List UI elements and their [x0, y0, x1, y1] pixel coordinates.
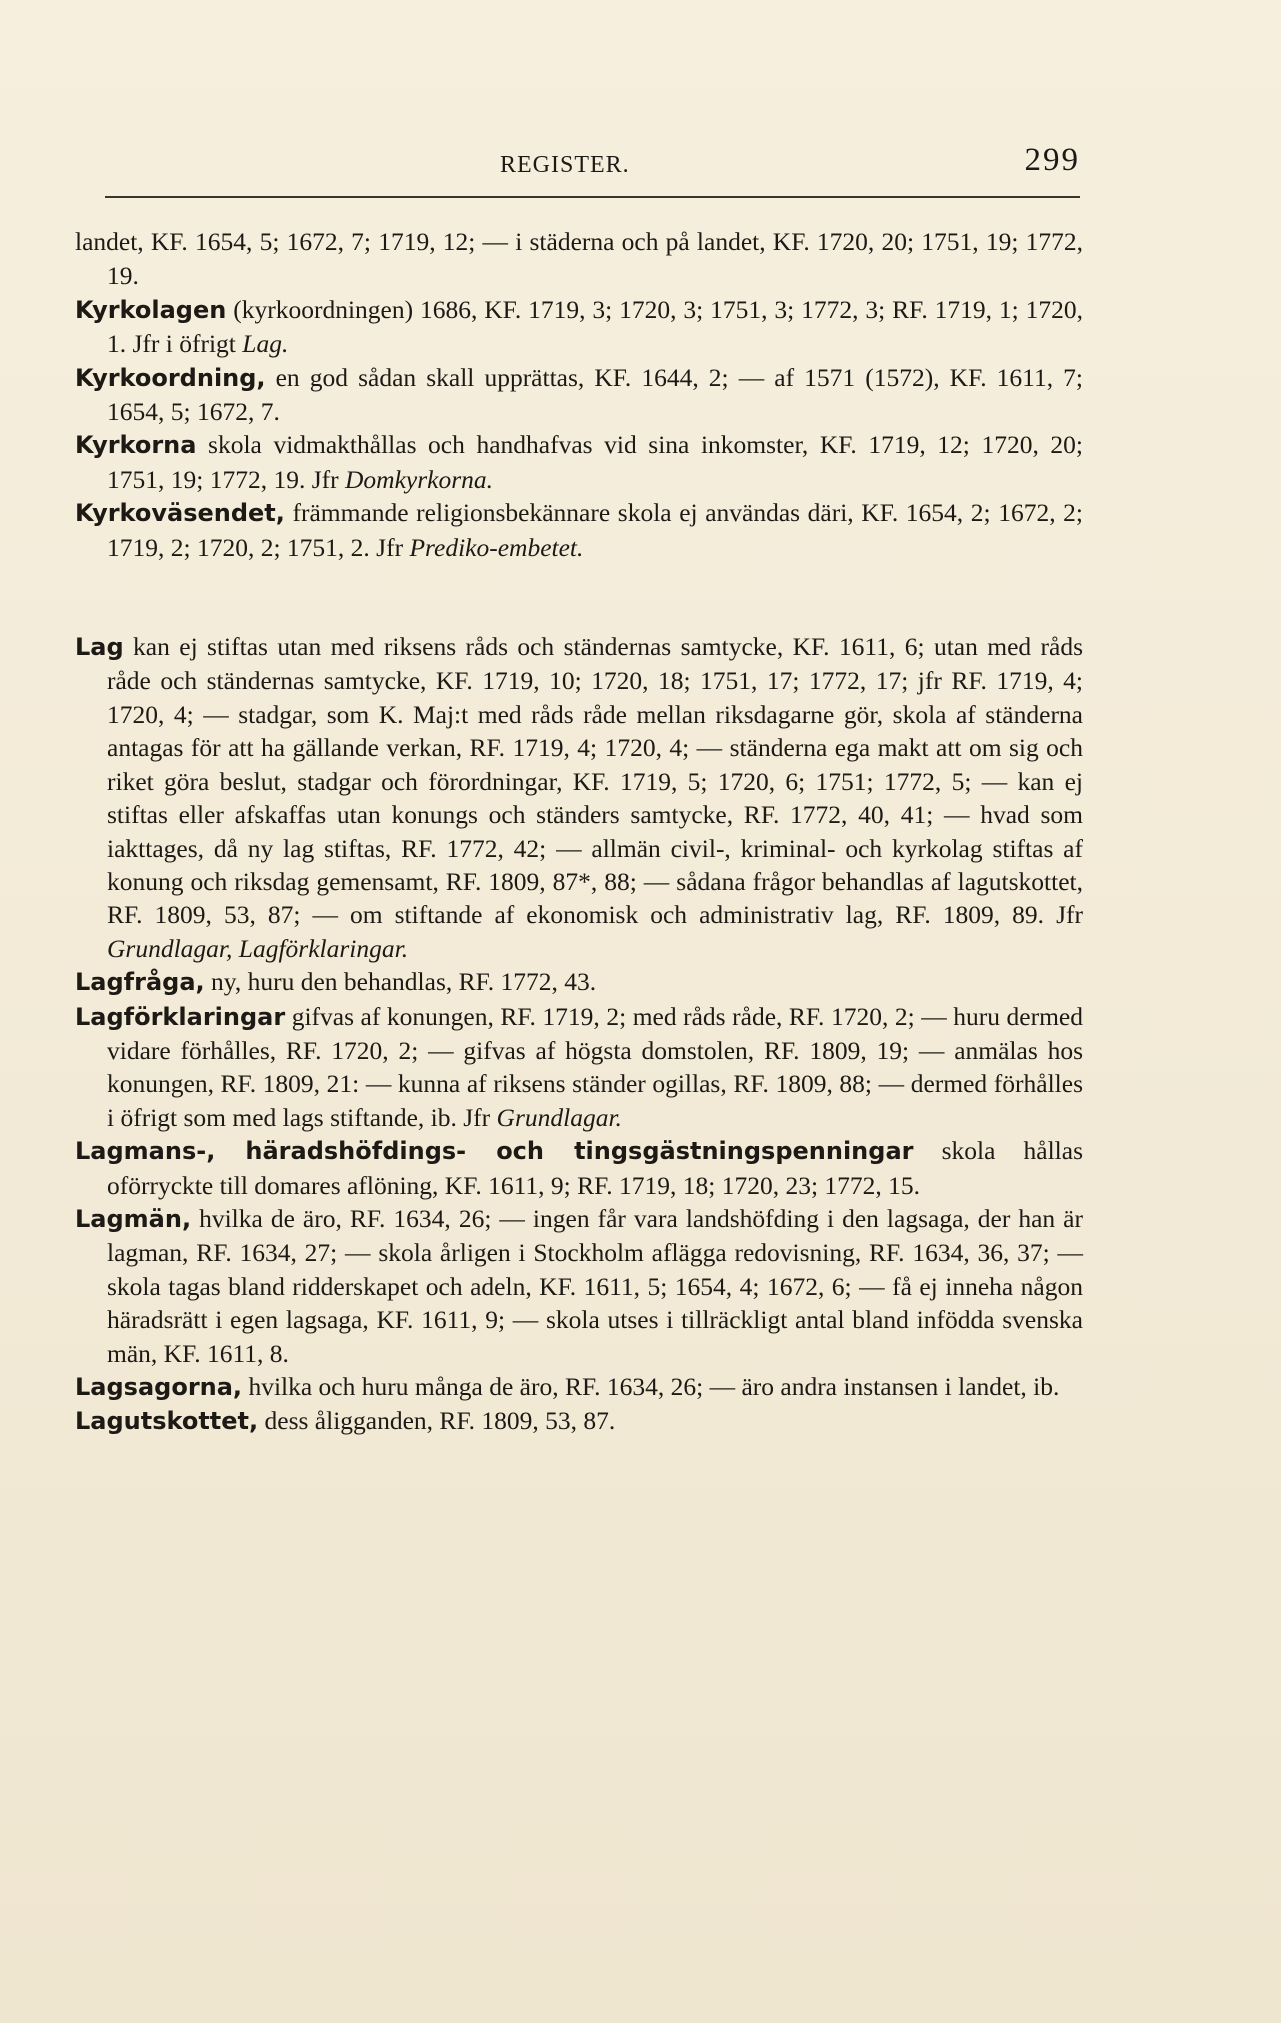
entry-text: hvilka de äro, RF. 1634, 26; — ingen får vara landshöfding i den lagsaga, der han är lagman, RF. 1634, 27; — skola årligen i Stockholm aflägga redovisning, RF. 1634, 36, 37; — skola tagas bland ridderskapet och adeln, KF. 1611, 5; 1654, 4; 1672, 6; — få ej inneha någon häradsrätt i egen lagsaga, KF. 1611, 9; — skola utses i tillräckligt antal bland infödda svenska män, KF. 1611, 8.	[107, 1203, 1083, 1368]
index-entry	[75, 965, 1083, 999]
index-entry	[75, 1202, 1083, 1370]
page-header	[105, 142, 1080, 198]
entry-headword: Lag	[75, 633, 124, 662]
entry-crossref: Prediko-embetet.	[409, 532, 584, 562]
entry-text: dess åligganden, RF. 1809, 53, 87.	[258, 1406, 616, 1436]
entry-text: kan ej stiftas utan med riksens råds och ständernas samtycke, KF. 1611, 6; utan med råds råde och ständernas samtycke, KF. 1719, 10; 1720, 18; 1751, 17; 1772, 17; jfr RF. 1719, 4; 1720, 4; — stadgar, som K. Maj:t med råds råde mellan riksdagarne gör, skola af ständerna antagas för att ha gällande verkan, RF. 1719, 4; 1720, 4; — ständerna ega makt att om sig och riket göra beslut, stadgar och förordningar, KF. 1719, 5; 1720, 6; 1751; 1772, 5; — kan ej stiftas eller afskaffas utan konungs och ständers samtycke, RF. 1772, 40, 41; — hvad som iakttages, då ny lag stiftas, RF. 1772, 42; — allmän civil-, kriminal- och kyrkolag stiftas af konung och riksdag gemensamt, RF. 1809, 87*, 88; — sådana frågor behandlas af lagutskottet, RF. 1809, 53, 87; — om stiftande af ekonomisk och administrativ lag, RF. 1809, 89. Jfr	[107, 632, 1083, 930]
entry-text: en god sådan skall upprättas, KF. 1644, 2; — af 1571 (1572), KF. 1611, 7; 1654, 5; 1672, 7.	[107, 362, 1083, 427]
register-body	[75, 225, 1083, 1439]
entry-text: (kyrkoordningen) 1686, KF. 1719, 3; 1720, 3; 1751, 3; 1772, 3; RF. 1719, 1; 1720, 1. Jfr i öfrigt	[107, 294, 1083, 359]
index-entry	[75, 496, 1083, 564]
entry-crossref: Grundlagar, Lagförklaringar.	[107, 933, 409, 963]
entry-text: hvilka och huru många de äro, RF. 1634, 26; — äro andra instansen i landet, ib.	[242, 1372, 1060, 1401]
entry-headword: Lagmän,	[75, 1204, 192, 1233]
entry-headword: Lagmans-, häradshöfdings- och tingsgästningspenningar	[75, 1137, 914, 1166]
page-number: 299	[1024, 142, 1080, 178]
entry-headword: Lagsagorna,	[75, 1373, 243, 1401]
entry-text: gifvas af konungen, RF. 1719, 2; med råds råde, RF. 1720, 2; — huru dermed vidare förhålles, RF. 1720, 2; — gifvas af högsta domstolen, RF. 1809, 19; — anmälas hos konungen, RF. 1809, 21: — kunna af riksens ständer ogillas, RF. 1809, 88; — dermed förhålles i öfrigt som med lags stiftande, ib. Jfr	[107, 1001, 1083, 1132]
index-entry	[75, 293, 1083, 361]
entry-headword: Lagutskottet,	[75, 1407, 259, 1436]
entry-crossref: Grundlagar.	[496, 1102, 622, 1132]
entry-text: främmande religionsbekännare skola ej användas däri, KF. 1654, 2; 1672, 2; 1719, 2; 1720, 2; 1751, 2. Jfr	[107, 498, 1083, 562]
entry-text: skola vidmakthållas och handhafvas vid sina inkomster, KF. 1719, 12; 1720, 20; 1751, 19; 1772, 19. Jfr	[107, 430, 1083, 494]
index-entry	[75, 1404, 1083, 1438]
entry-headword: Lagfråga,	[75, 968, 205, 997]
index-block-l	[75, 630, 1083, 1439]
index-block-k	[75, 225, 1083, 564]
index-entry	[75, 630, 1083, 965]
running-head: REGISTER.	[500, 152, 630, 178]
entry-headword: Kyrkoväsendet,	[75, 499, 285, 528]
entry-text: landet, KF. 1654, 5; 1672, 7; 1719, 12; — i städerna och på landet, KF. 1720, 20; 1751, 19; 1772, 19.	[75, 227, 1083, 291]
index-entry	[75, 361, 1083, 429]
index-entry	[75, 225, 1083, 293]
index-entry	[75, 428, 1083, 496]
entry-headword: Lagförklaringar	[75, 1002, 286, 1031]
entry-crossref: Domkyrkorna.	[345, 464, 494, 494]
index-entry	[75, 1370, 1083, 1404]
entry-text: skola hållas oförryckte till domares aflöning, KF. 1611, 9; RF. 1719, 18; 1720, 23; 1772, 15.	[107, 1136, 1083, 1200]
entry-crossref: Lag.	[242, 329, 289, 359]
entry-text: ny, huru den behandlas, RF. 1772, 43.	[204, 967, 597, 997]
entry-headword: Kyrkoordning,	[75, 363, 266, 392]
index-entry	[75, 1000, 1083, 1135]
entry-headword: Kyrkolagen	[75, 295, 227, 324]
entry-headword: Kyrkorna	[75, 431, 197, 460]
index-entry	[75, 1134, 1083, 1202]
